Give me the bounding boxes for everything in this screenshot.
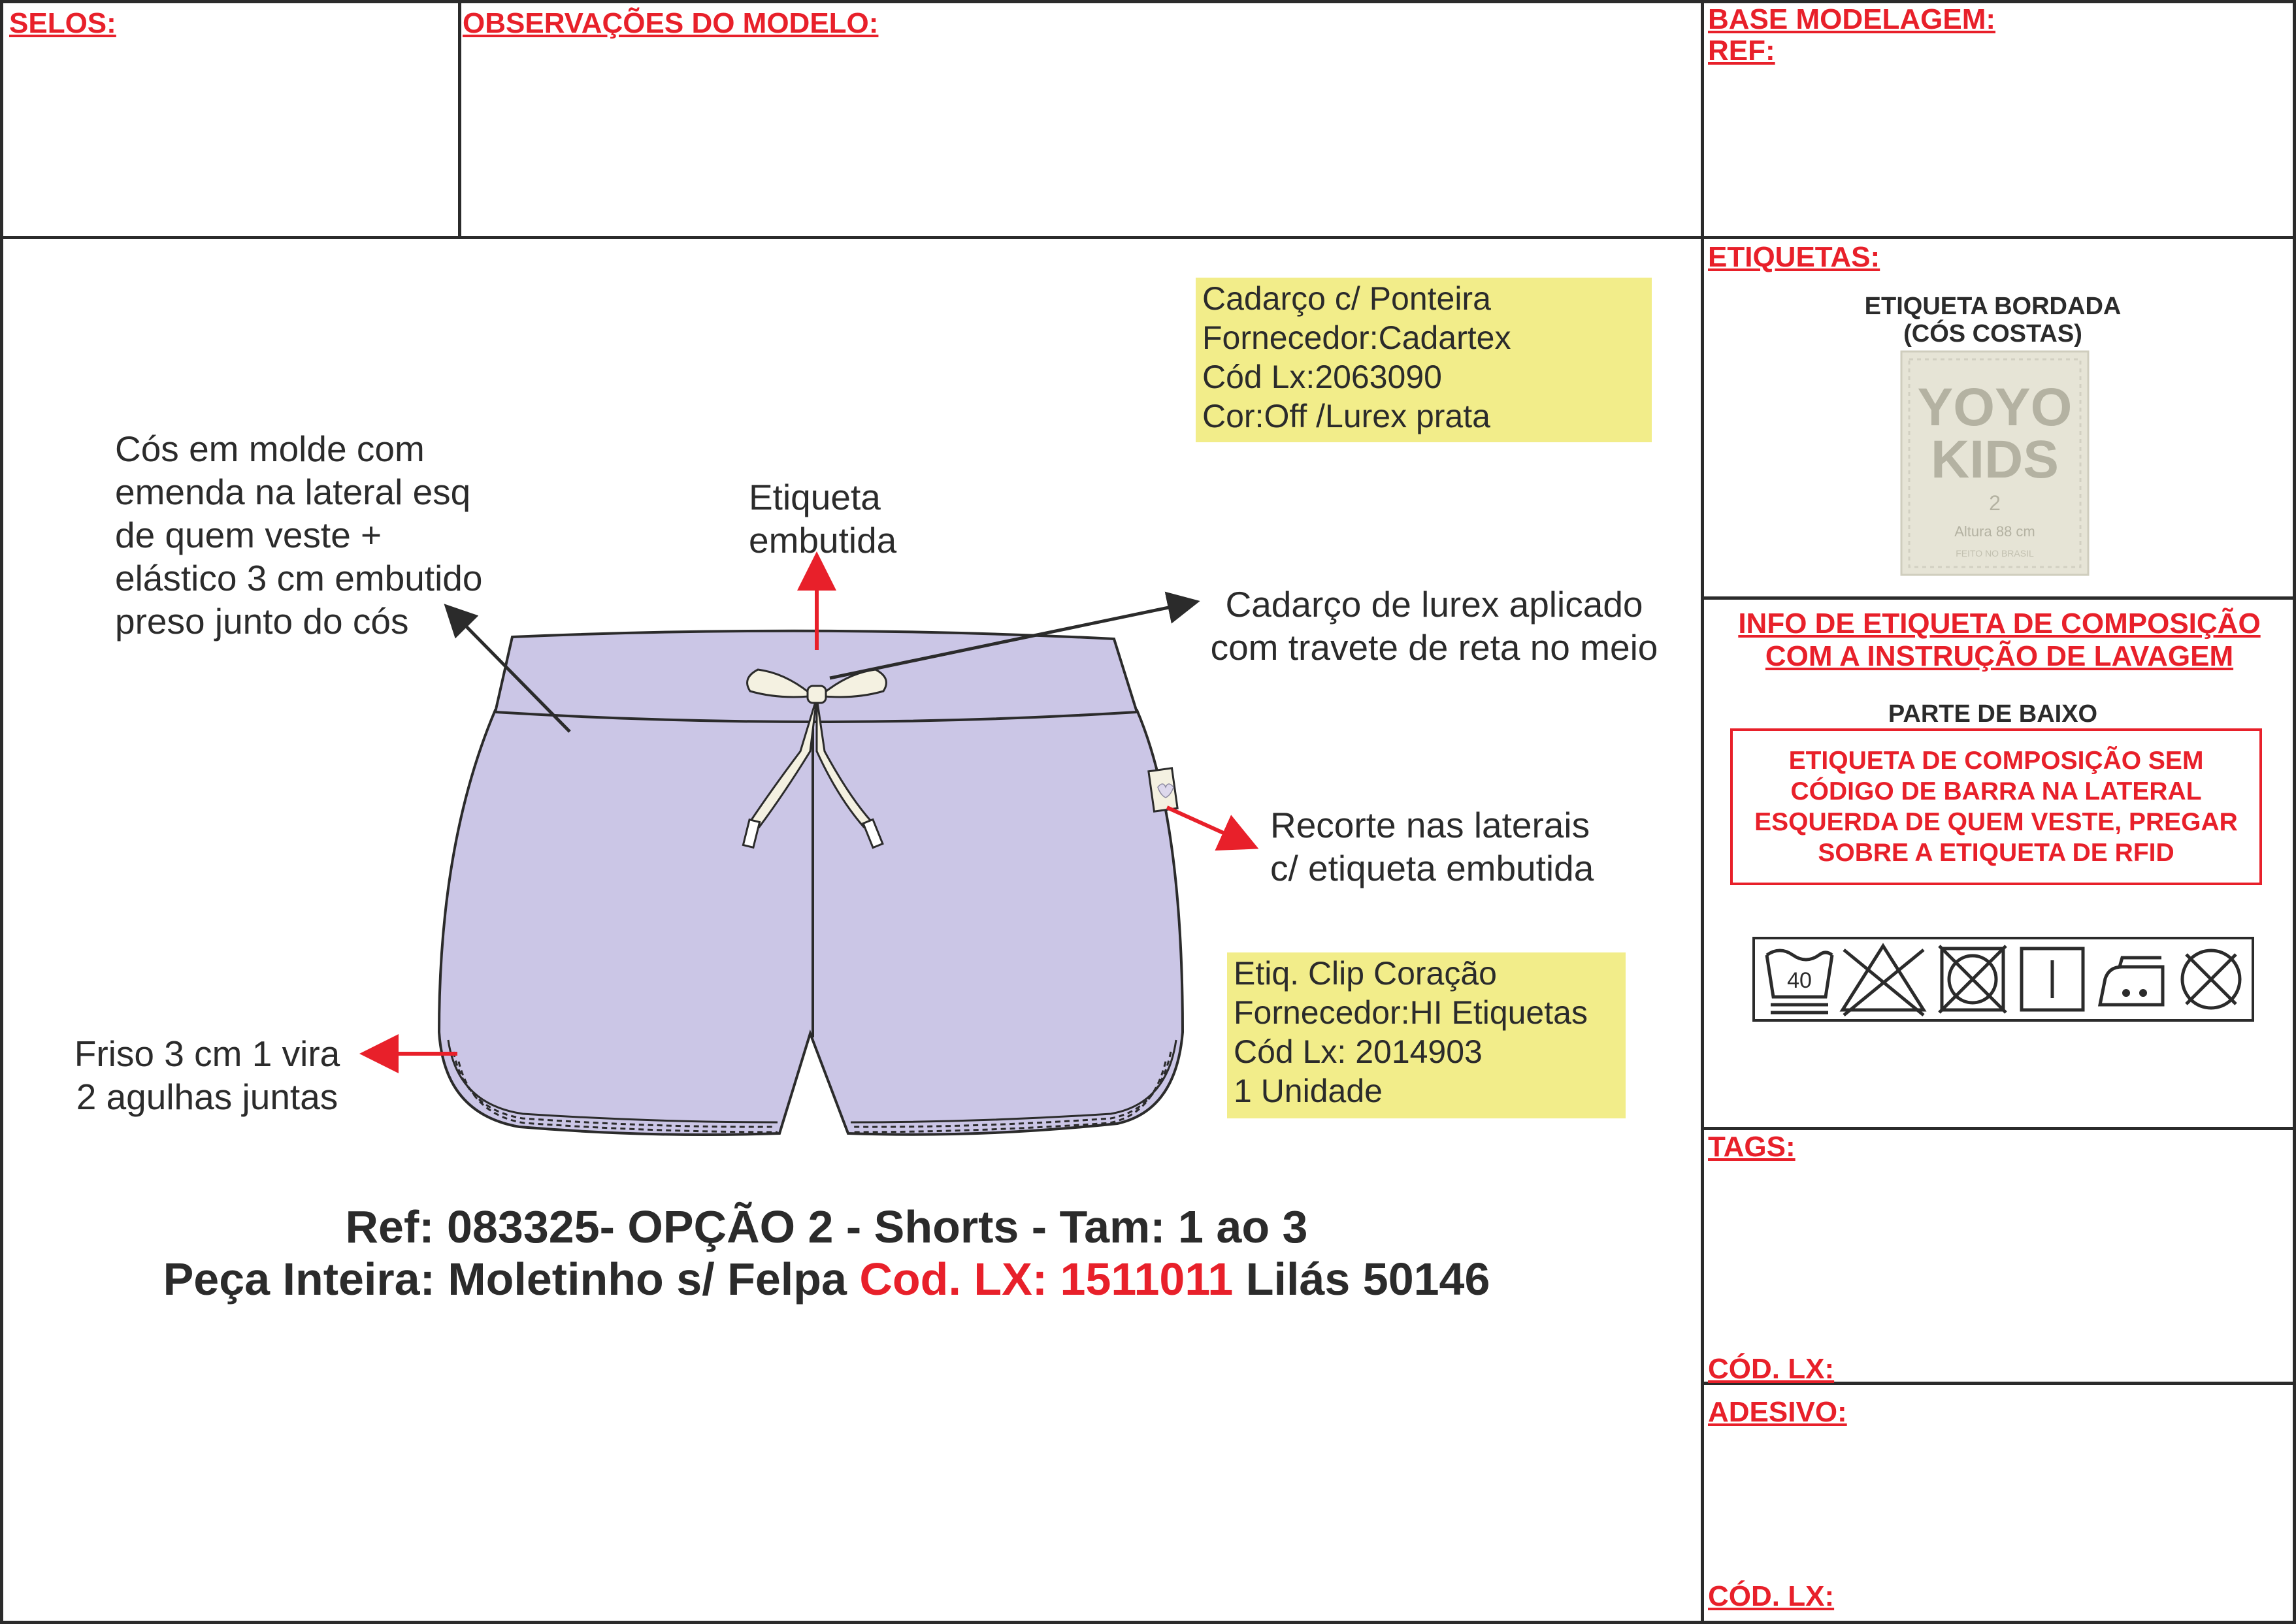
etiqueta-bordada-title: ETIQUETA BORDADA (CÓS COSTAS) — [1864, 293, 2122, 348]
svg-text:2: 2 — [1989, 491, 2001, 515]
svg-text:40: 40 — [1787, 968, 1812, 993]
cos-callout: Cós em molde com emenda na lateral esq de quem veste + elástico 3 cm embutido preso junto do cós — [115, 429, 483, 641]
product-ref-line: Ref: 083325- OPÇÃO 2 - Shorts - Tam: 1 ao 3 — [345, 1201, 1308, 1252]
clip-supplier-box: Etiq. Clip Coração Fornecedor:HI Etiquetas Cód Lx: 2014903 1 Unidade — [1227, 952, 1626, 1118]
info-composicao-title: INFO DE ETIQUETA DE COMPOSIÇÃO COM A INSTRUÇÃO DE LAVAGEM — [1738, 608, 2261, 672]
product-fabric-line — [0, 1253, 1653, 1305]
shorts-technical-drawing — [0, 236, 1699, 1150]
shorts-body — [439, 710, 1183, 1135]
base-modelagem-cell — [1701, 0, 2296, 239]
wash-care-symbols — [1752, 937, 2254, 1022]
recorte-callout: Recorte nas laterais c/ etiqueta embutida — [1270, 805, 1594, 888]
composicao-warning-box: ETIQUETA DE COMPOSIÇÃO SEM CÓDIGO DE BARRA NA LATERAL ESQUERDA DE QUEM VESTE, PREGAR SOBRE A ETIQUETA DE RFID — [1730, 728, 2262, 885]
etiqueta-embutida-callout: Etiqueta embutida — [749, 477, 897, 560]
brand-label-image — [1900, 350, 2090, 576]
friso-callout: Friso 3 cm 1 vira 2 agulhas juntas — [74, 1033, 340, 1117]
adesivo-label: ADESIVO: — [1708, 1396, 1847, 1428]
cadarco-supplier-box: Cadarço c/ Ponteira Fornecedor:Cadartex Cód Lx:2063090 Cor:Off /Lurex prata — [1196, 278, 1652, 442]
observacoes-label: OBSERVAÇÕES DO MODELO: — [463, 7, 879, 39]
no-tumble-dry-icon — [1939, 946, 2006, 1013]
adesivo-cod-label: CÓD. LX: — [1708, 1580, 1835, 1612]
parte-de-baixo-label: PARTE DE BAIXO — [1888, 700, 2098, 728]
product-fabric-code: Cod. LX: 1511011 — [859, 1254, 1234, 1305]
selos-label: SELOS: — [9, 7, 116, 39]
svg-text:KIDS: KIDS — [1931, 430, 2059, 489]
tags-label: TAGS: — [1708, 1131, 1796, 1163]
svg-text:FEITO NO BRASIL: FEITO NO BRASIL — [1956, 548, 2034, 559]
svg-text:YOYO: YOYO — [1917, 378, 2073, 437]
tags-cell — [1701, 1127, 2296, 1385]
tags-cod-label: CÓD. LX: — [1708, 1353, 1835, 1385]
product-fabric-suffix: Lilás 50146 — [1233, 1254, 1490, 1305]
cadarco-lurex-callout: Cadarço de lurex aplicado com travete de reta no meio — [1210, 584, 1658, 668]
svg-text:Altura 88 cm: Altura 88 cm — [1954, 523, 2035, 540]
ref-label: REF: — [1708, 35, 1775, 67]
base-modelagem-label: BASE MODELAGEM: — [1708, 3, 1995, 35]
product-fabric-prefix: Peça Inteira: Moletinho s/ Felpa — [163, 1254, 860, 1305]
etiquetas-label: ETIQUETAS: — [1708, 241, 1880, 273]
